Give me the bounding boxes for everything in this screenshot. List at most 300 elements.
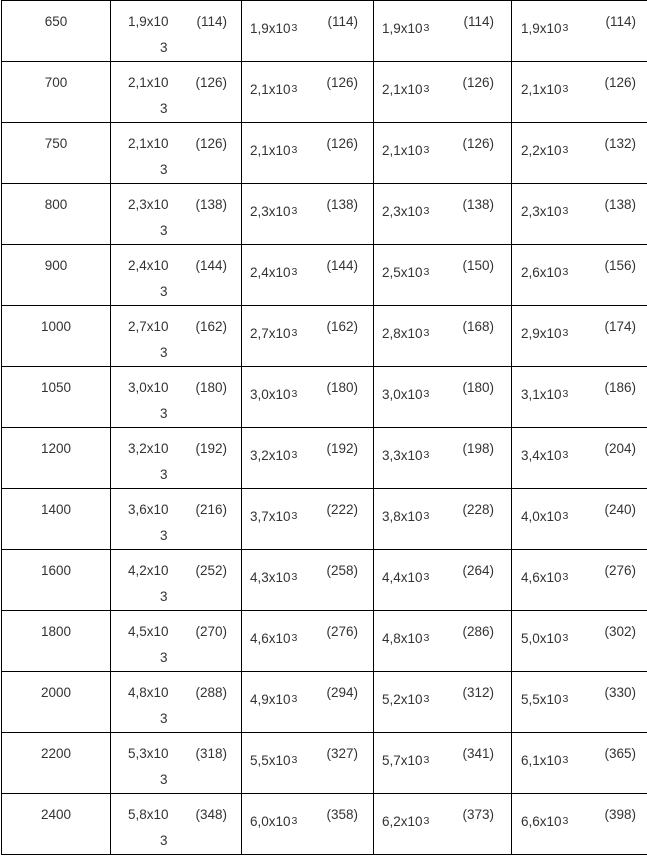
value-mantissa-text: 4,3x10 xyxy=(250,570,291,585)
value-parenthetical: (240) xyxy=(604,502,636,517)
value-parenthetical: (216) xyxy=(195,502,227,517)
value-mantissa-text: 6,0x10 xyxy=(250,814,291,829)
value-parenthetical: (156) xyxy=(604,258,636,273)
value-parenthetical: (174) xyxy=(604,319,636,334)
value-mantissa xyxy=(250,509,297,524)
temperature-cell xyxy=(2,428,111,489)
value-exponent: 3 xyxy=(291,510,298,522)
value-mantissa-text: 3,0x10 xyxy=(250,387,291,402)
value-cell xyxy=(111,62,242,123)
value-cell xyxy=(242,306,374,367)
value-exponent: 3 xyxy=(291,83,298,95)
value-cell xyxy=(374,245,512,306)
value-exponent: 3 xyxy=(562,571,569,583)
value-mantissa-text: 2,5x10 xyxy=(382,265,423,280)
value-mantissa xyxy=(521,265,568,280)
temperature-cell xyxy=(2,1,111,62)
value-parenthetical: (168) xyxy=(462,319,494,334)
value-parenthetical: (270) xyxy=(195,624,227,639)
value-exponent: 3 xyxy=(423,693,430,705)
value-parenthetical: (162) xyxy=(326,319,358,334)
value-parenthetical: (138) xyxy=(462,197,494,212)
value-parenthetical: (222) xyxy=(326,502,358,517)
temperature-value: 900 xyxy=(44,258,68,273)
value-exponent: 3 xyxy=(423,449,430,461)
value-exponent: 3 xyxy=(291,754,298,766)
value-mantissa xyxy=(250,814,297,829)
value-parenthetical: (138) xyxy=(326,197,358,212)
value-parenthetical: (138) xyxy=(604,197,636,212)
value-parenthetical: (192) xyxy=(326,441,358,456)
value-mantissa-text: 5,7x10 xyxy=(382,753,423,768)
value-mantissa xyxy=(521,570,568,585)
temperature-cell xyxy=(2,62,111,123)
value-cell xyxy=(111,550,242,611)
value-cell xyxy=(242,733,374,794)
value-parenthetical: (162) xyxy=(195,319,227,334)
temperature-value: 650 xyxy=(44,14,68,29)
table-row xyxy=(2,306,647,367)
value-parenthetical: (348) xyxy=(195,807,227,822)
value-mantissa-text: 2,3x10 xyxy=(521,204,562,219)
value-mantissa xyxy=(382,814,429,829)
value-mantissa-text: 5,5x10 xyxy=(521,692,562,707)
value-parenthetical: (144) xyxy=(195,258,227,273)
value-parenthetical: (126) xyxy=(326,75,358,90)
value-parenthetical: (126) xyxy=(462,75,494,90)
value-exponent: 3 xyxy=(562,22,569,34)
value-cell xyxy=(374,550,512,611)
temperature-cell xyxy=(2,306,111,367)
value-parenthetical: (114) xyxy=(327,14,358,29)
value-mantissa xyxy=(382,265,429,280)
value-cell xyxy=(374,428,512,489)
temperature-cell xyxy=(2,794,111,855)
value-cell xyxy=(374,306,512,367)
value-mantissa-text: 2,4x10 xyxy=(250,265,291,280)
value-mantissa xyxy=(250,143,297,158)
value-mantissa xyxy=(250,387,297,402)
value-mantissa-text: 1,9x10 xyxy=(521,21,562,36)
value-mantissa-text: 5,2x10 xyxy=(382,692,423,707)
value-mantissa-text: 4,6x10 xyxy=(521,570,562,585)
value-cell xyxy=(512,428,647,489)
value-mantissa: 3,6x10 xyxy=(128,502,169,517)
value-mantissa-text: 4,4x10 xyxy=(382,570,423,585)
value-exponent: 3 xyxy=(291,632,298,644)
value-exponent: 3 xyxy=(160,589,168,604)
table-row xyxy=(2,611,647,672)
value-cell xyxy=(512,672,647,733)
value-parenthetical: (373) xyxy=(462,807,494,822)
value-parenthetical: (302) xyxy=(604,624,636,639)
value-cell xyxy=(242,489,374,550)
value-cell xyxy=(512,611,647,672)
value-cell xyxy=(242,367,374,428)
value-exponent: 3 xyxy=(562,144,569,156)
value-mantissa: 5,8x10 xyxy=(128,807,169,822)
value-mantissa xyxy=(521,21,568,36)
value-parenthetical: (126) xyxy=(326,136,358,151)
value-cell xyxy=(111,733,242,794)
value-mantissa: 2,3x10 xyxy=(128,197,169,212)
value-cell xyxy=(242,550,374,611)
value-parenthetical: (192) xyxy=(195,441,227,456)
value-mantissa xyxy=(250,631,297,646)
value-cell xyxy=(111,184,242,245)
value-mantissa xyxy=(521,387,568,402)
value-cell xyxy=(242,184,374,245)
value-mantissa xyxy=(250,326,297,341)
value-cell xyxy=(242,794,374,855)
value-parenthetical: (138) xyxy=(195,197,227,212)
value-parenthetical: (126) xyxy=(462,136,494,151)
temperature-value: 1050 xyxy=(40,380,72,395)
value-mantissa xyxy=(521,448,568,463)
value-mantissa xyxy=(382,570,429,585)
value-mantissa xyxy=(521,82,568,97)
value-mantissa xyxy=(382,631,429,646)
value-mantissa-text: 5,5x10 xyxy=(250,753,291,768)
value-cell xyxy=(111,306,242,367)
value-parenthetical: (114) xyxy=(463,14,494,29)
value-cell xyxy=(374,672,512,733)
value-cell xyxy=(512,794,647,855)
value-exponent: 3 xyxy=(160,650,168,665)
value-cell xyxy=(512,184,647,245)
value-mantissa xyxy=(382,82,429,97)
value-parenthetical: (114) xyxy=(196,14,227,29)
value-cell xyxy=(512,1,647,62)
value-mantissa-text: 6,1x10 xyxy=(521,753,562,768)
value-cell xyxy=(242,672,374,733)
value-mantissa: 2,1x10 xyxy=(128,136,169,151)
table-row xyxy=(2,123,647,184)
temperature-value: 1400 xyxy=(40,502,72,517)
value-parenthetical: (294) xyxy=(326,685,358,700)
value-cell xyxy=(242,1,374,62)
value-exponent: 3 xyxy=(562,205,569,217)
value-mantissa xyxy=(521,631,568,646)
value-cell xyxy=(242,123,374,184)
value-cell xyxy=(512,245,647,306)
value-cell xyxy=(512,489,647,550)
value-exponent: 3 xyxy=(291,22,298,34)
value-mantissa-text: 3,8x10 xyxy=(382,509,423,524)
value-exponent: 3 xyxy=(160,772,168,787)
value-mantissa-text: 2,7x10 xyxy=(250,326,291,341)
value-mantissa-text: 2,8x10 xyxy=(382,326,423,341)
value-mantissa xyxy=(250,753,297,768)
value-mantissa xyxy=(382,326,429,341)
value-exponent: 3 xyxy=(423,571,430,583)
value-exponent: 3 xyxy=(291,266,298,278)
value-parenthetical: (276) xyxy=(604,563,636,578)
temperature-cell xyxy=(2,245,111,306)
table-row xyxy=(2,489,647,550)
value-mantissa-text: 2,2x10 xyxy=(521,143,562,158)
value-exponent: 3 xyxy=(423,754,430,766)
value-exponent: 3 xyxy=(423,815,430,827)
data-table xyxy=(1,0,647,855)
value-cell xyxy=(512,367,647,428)
value-mantissa-text: 3,7x10 xyxy=(250,509,291,524)
temperature-value: 1600 xyxy=(40,563,72,578)
value-exponent: 3 xyxy=(291,205,298,217)
value-cell xyxy=(374,367,512,428)
value-exponent: 3 xyxy=(160,406,168,421)
value-cell xyxy=(111,672,242,733)
value-mantissa xyxy=(382,753,429,768)
value-mantissa xyxy=(382,387,429,402)
value-cell xyxy=(242,62,374,123)
value-parenthetical: (276) xyxy=(326,624,358,639)
temperature-value: 2400 xyxy=(40,807,72,822)
value-exponent: 3 xyxy=(160,345,168,360)
value-mantissa xyxy=(382,448,429,463)
value-cell xyxy=(111,1,242,62)
value-mantissa-text: 2,1x10 xyxy=(382,82,423,97)
value-mantissa xyxy=(382,143,429,158)
value-exponent: 3 xyxy=(423,266,430,278)
value-exponent: 3 xyxy=(160,284,168,299)
temperature-cell xyxy=(2,367,111,428)
value-parenthetical: (365) xyxy=(604,746,636,761)
value-exponent: 3 xyxy=(562,266,569,278)
temperature-cell xyxy=(2,489,111,550)
value-parenthetical: (180) xyxy=(462,380,494,395)
value-cell xyxy=(512,733,647,794)
value-mantissa xyxy=(250,21,297,36)
table-row xyxy=(2,184,647,245)
value-mantissa xyxy=(521,814,568,829)
temperature-value: 1000 xyxy=(40,319,72,334)
value-mantissa-text: 6,2x10 xyxy=(382,814,423,829)
value-mantissa: 4,5x10 xyxy=(128,624,169,639)
value-exponent: 3 xyxy=(160,101,168,116)
value-mantissa-text: 2,1x10 xyxy=(521,82,562,97)
value-exponent: 3 xyxy=(291,388,298,400)
value-mantissa: 3,2x10 xyxy=(128,441,169,456)
value-mantissa xyxy=(521,143,568,158)
value-cell xyxy=(242,611,374,672)
table-row xyxy=(2,672,647,733)
value-mantissa-text: 3,3x10 xyxy=(382,448,423,463)
value-mantissa: 3,0x10 xyxy=(128,380,169,395)
temperature-value: 2200 xyxy=(40,746,72,761)
value-parenthetical: (144) xyxy=(326,258,358,273)
value-exponent: 3 xyxy=(291,693,298,705)
value-parenthetical: (264) xyxy=(462,563,494,578)
value-mantissa-text: 2,1x10 xyxy=(250,82,291,97)
value-mantissa xyxy=(382,692,429,707)
value-cell xyxy=(374,794,512,855)
value-mantissa xyxy=(521,692,568,707)
temperature-cell xyxy=(2,611,111,672)
temperature-cell xyxy=(2,672,111,733)
value-exponent: 3 xyxy=(562,388,569,400)
value-mantissa: 2,7x10 xyxy=(128,319,169,334)
value-exponent: 3 xyxy=(562,449,569,461)
value-mantissa-text: 5,0x10 xyxy=(521,631,562,646)
table-row xyxy=(2,550,647,611)
value-parenthetical: (252) xyxy=(195,563,227,578)
value-cell xyxy=(374,123,512,184)
value-mantissa-text: 1,9x10 xyxy=(250,21,291,36)
value-exponent: 3 xyxy=(562,815,569,827)
value-cell xyxy=(111,367,242,428)
value-cell xyxy=(111,611,242,672)
value-parenthetical: (150) xyxy=(462,258,494,273)
value-exponent: 3 xyxy=(562,693,569,705)
temperature-cell xyxy=(2,550,111,611)
value-parenthetical: (198) xyxy=(462,441,494,456)
value-cell xyxy=(374,611,512,672)
value-exponent: 3 xyxy=(160,528,168,543)
value-exponent: 3 xyxy=(291,815,298,827)
value-exponent: 3 xyxy=(160,40,168,55)
value-mantissa-text: 2,1x10 xyxy=(250,143,291,158)
value-cell xyxy=(111,245,242,306)
value-mantissa: 2,4x10 xyxy=(128,258,169,273)
value-exponent: 3 xyxy=(423,144,430,156)
value-parenthetical: (318) xyxy=(195,746,227,761)
value-parenthetical: (228) xyxy=(462,502,494,517)
temperature-value: 1800 xyxy=(40,624,72,639)
value-cell xyxy=(374,489,512,550)
value-mantissa-text: 4,8x10 xyxy=(382,631,423,646)
value-mantissa-text: 3,4x10 xyxy=(521,448,562,463)
table-row xyxy=(2,62,647,123)
value-parenthetical: (126) xyxy=(195,75,227,90)
value-mantissa xyxy=(250,265,297,280)
value-parenthetical: (180) xyxy=(195,380,227,395)
value-mantissa: 1,9x10 xyxy=(128,14,169,29)
value-parenthetical: (288) xyxy=(195,685,227,700)
value-cell xyxy=(111,794,242,855)
value-parenthetical: (114) xyxy=(605,14,636,29)
value-parenthetical: (341) xyxy=(462,746,494,761)
value-mantissa-text: 2,3x10 xyxy=(250,204,291,219)
value-mantissa xyxy=(250,692,297,707)
value-mantissa xyxy=(521,326,568,341)
value-exponent: 3 xyxy=(423,83,430,95)
value-cell xyxy=(374,62,512,123)
value-cell xyxy=(374,1,512,62)
value-mantissa-text: 1,9x10 xyxy=(382,21,423,36)
value-mantissa: 4,2x10 xyxy=(128,563,169,578)
table-row xyxy=(2,733,647,794)
table-row xyxy=(2,428,647,489)
value-cell xyxy=(374,184,512,245)
temperature-value: 700 xyxy=(44,75,68,90)
value-parenthetical: (204) xyxy=(604,441,636,456)
value-mantissa-text: 4,9x10 xyxy=(250,692,291,707)
value-cell xyxy=(111,123,242,184)
value-mantissa-text: 2,1x10 xyxy=(382,143,423,158)
value-mantissa-text: 3,2x10 xyxy=(250,448,291,463)
value-mantissa xyxy=(250,570,297,585)
value-exponent: 3 xyxy=(423,388,430,400)
value-cell xyxy=(111,489,242,550)
value-exponent: 3 xyxy=(160,162,168,177)
temperature-cell xyxy=(2,733,111,794)
value-mantissa-text: 3,0x10 xyxy=(382,387,423,402)
value-parenthetical: (132) xyxy=(604,136,636,151)
temperature-value: 750 xyxy=(44,136,68,151)
temperature-cell xyxy=(2,184,111,245)
value-cell xyxy=(512,123,647,184)
value-mantissa xyxy=(521,753,568,768)
value-exponent: 3 xyxy=(160,223,168,238)
value-exponent: 3 xyxy=(423,22,430,34)
value-exponent: 3 xyxy=(160,467,168,482)
value-cell xyxy=(242,245,374,306)
temperature-cell xyxy=(2,123,111,184)
table-row xyxy=(2,1,647,62)
value-mantissa xyxy=(521,204,568,219)
value-mantissa-text: 4,6x10 xyxy=(250,631,291,646)
value-mantissa xyxy=(382,509,429,524)
value-exponent: 3 xyxy=(562,327,569,339)
value-exponent: 3 xyxy=(562,754,569,766)
value-mantissa xyxy=(250,204,297,219)
value-mantissa xyxy=(250,448,297,463)
value-cell xyxy=(242,428,374,489)
value-parenthetical: (186) xyxy=(604,380,636,395)
value-exponent: 3 xyxy=(160,833,168,848)
value-mantissa-text: 2,3x10 xyxy=(382,204,423,219)
value-parenthetical: (358) xyxy=(326,807,358,822)
value-mantissa: 4,8x10 xyxy=(128,685,169,700)
value-cell xyxy=(374,733,512,794)
table-row xyxy=(2,794,647,855)
value-parenthetical: (126) xyxy=(195,136,227,151)
value-exponent: 3 xyxy=(423,205,430,217)
value-exponent: 3 xyxy=(562,510,569,522)
value-mantissa-text: 2,6x10 xyxy=(521,265,562,280)
value-mantissa-text: 4,0x10 xyxy=(521,509,562,524)
value-exponent: 3 xyxy=(562,632,569,644)
value-exponent: 3 xyxy=(423,510,430,522)
value-parenthetical: (330) xyxy=(604,685,636,700)
value-mantissa xyxy=(382,204,429,219)
table-row xyxy=(2,367,647,428)
value-parenthetical: (258) xyxy=(326,563,358,578)
value-exponent: 3 xyxy=(423,327,430,339)
table-row xyxy=(2,245,647,306)
value-cell xyxy=(512,550,647,611)
value-mantissa-text: 6,6x10 xyxy=(521,814,562,829)
value-exponent: 3 xyxy=(160,711,168,726)
value-mantissa-text: 2,9x10 xyxy=(521,326,562,341)
value-parenthetical: (312) xyxy=(462,685,494,700)
value-parenthetical: (126) xyxy=(604,75,636,90)
value-exponent: 3 xyxy=(291,571,298,583)
table-body xyxy=(2,1,647,855)
value-exponent: 3 xyxy=(291,144,298,156)
value-exponent: 3 xyxy=(291,327,298,339)
value-parenthetical: (327) xyxy=(326,746,358,761)
value-mantissa: 5,3x10 xyxy=(128,746,169,761)
temperature-value: 800 xyxy=(44,197,68,212)
value-exponent: 3 xyxy=(291,449,298,461)
value-mantissa-text: 3,1x10 xyxy=(521,387,562,402)
value-mantissa: 2,1x10 xyxy=(128,75,169,90)
value-cell xyxy=(512,306,647,367)
temperature-value: 2000 xyxy=(40,685,72,700)
value-parenthetical: (180) xyxy=(326,380,358,395)
